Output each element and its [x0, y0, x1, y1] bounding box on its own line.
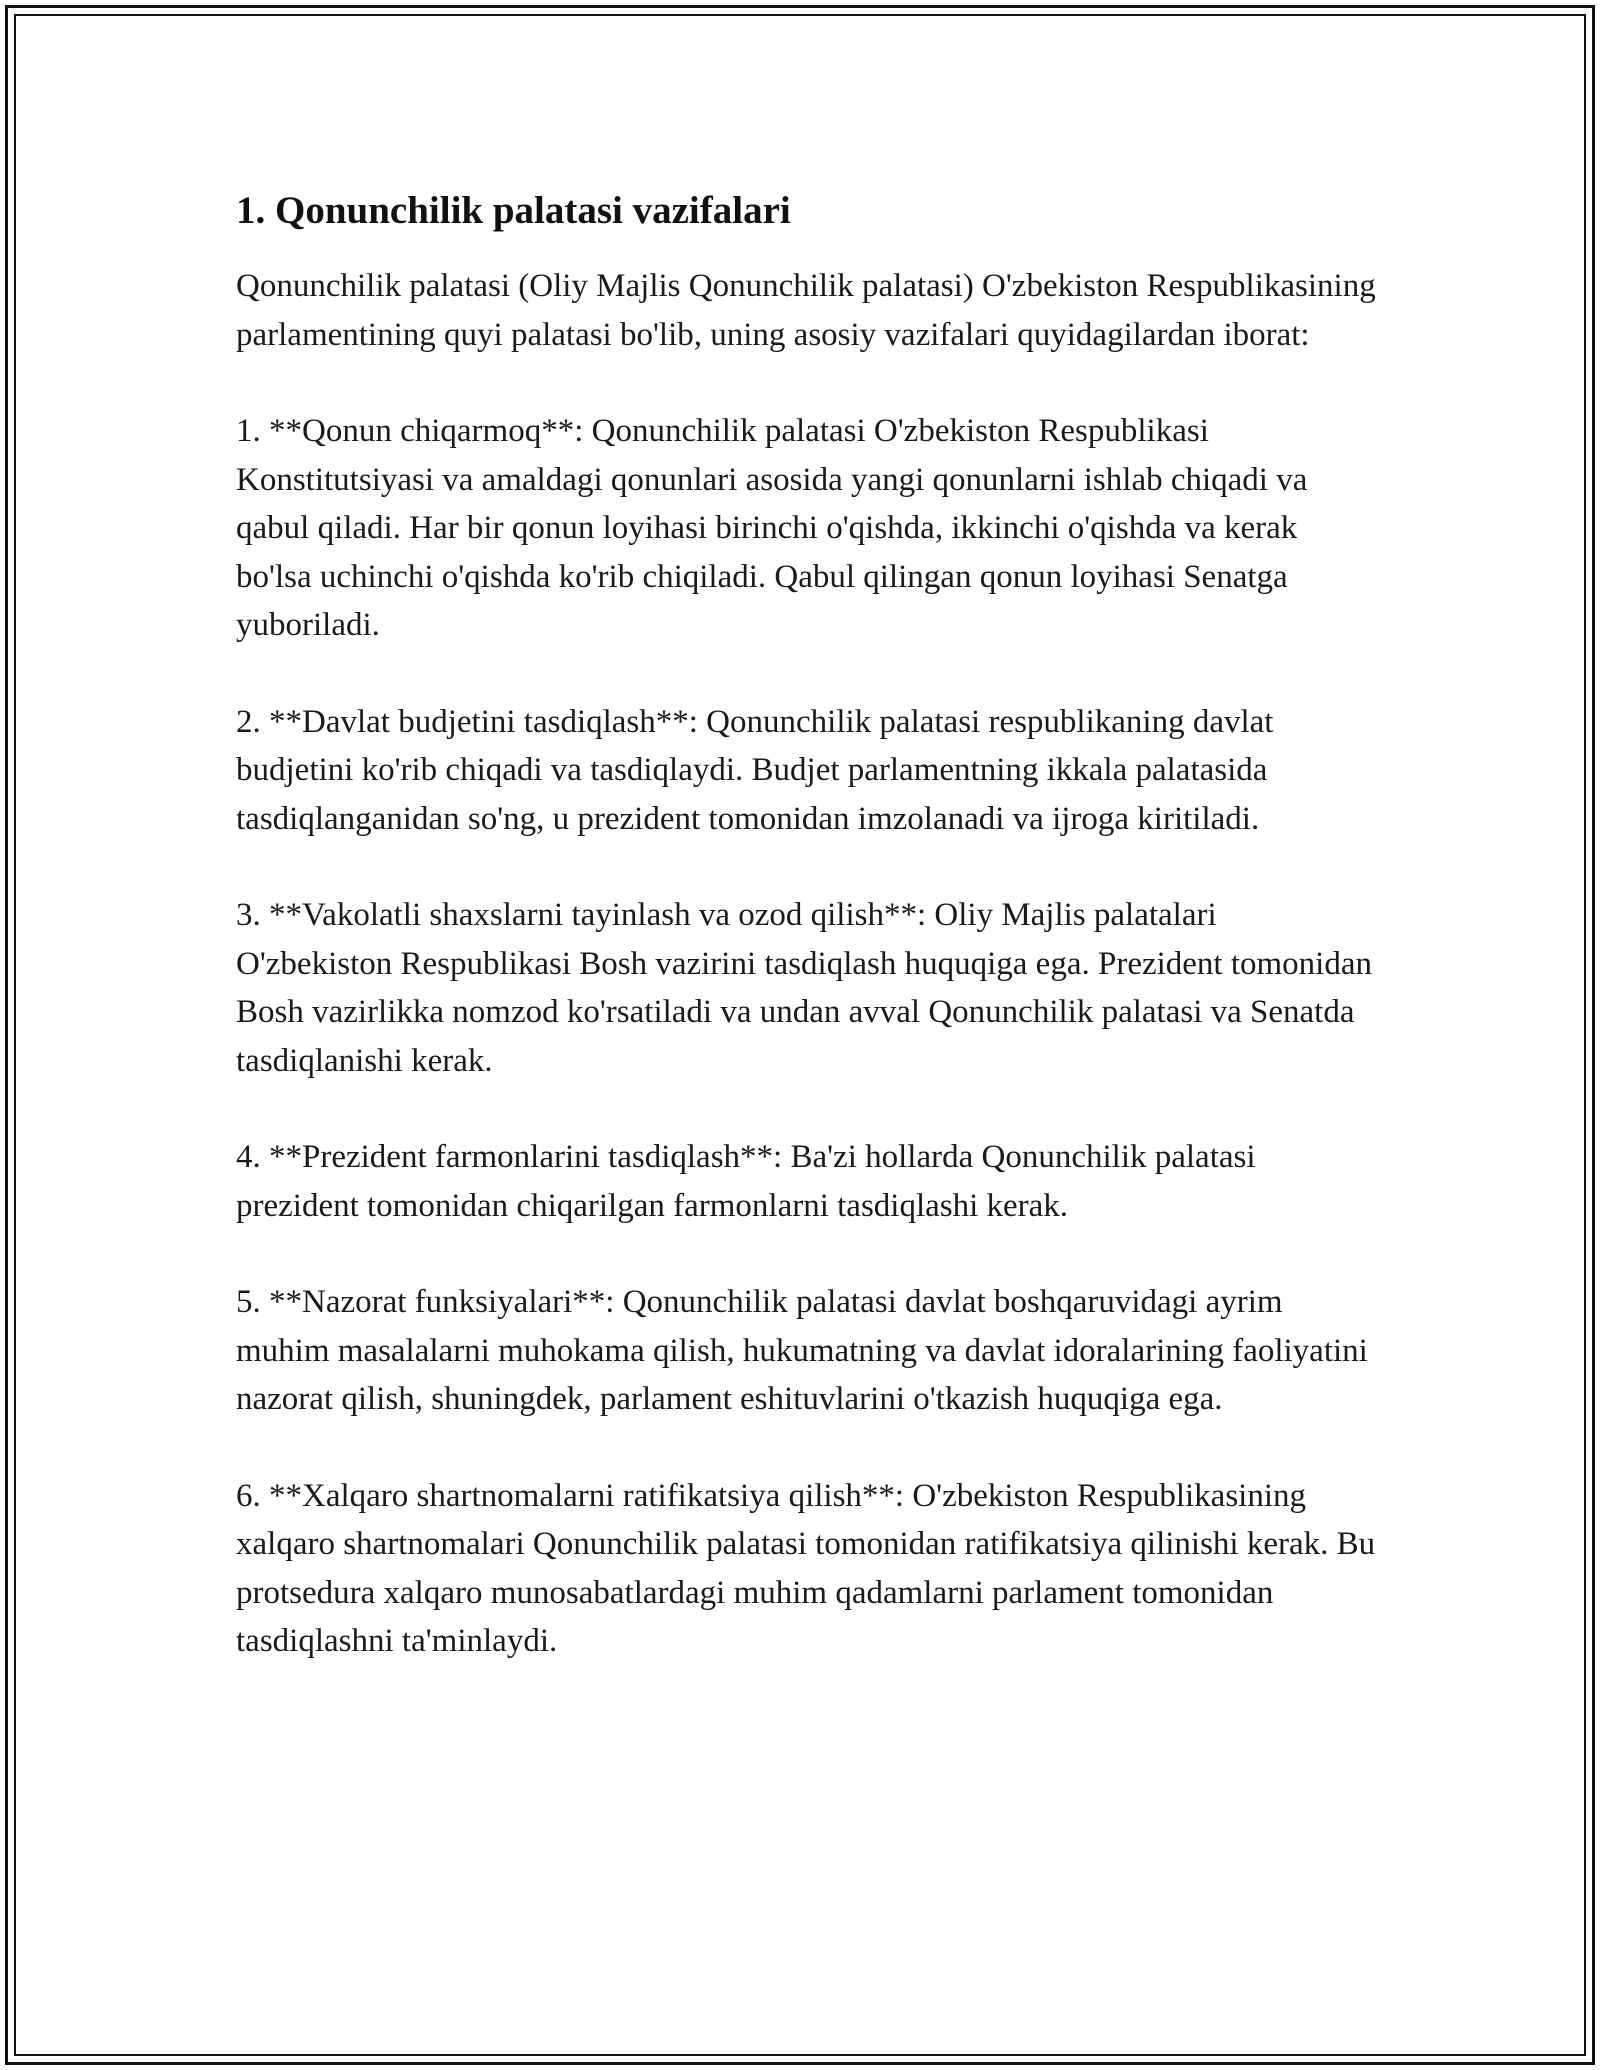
intro-paragraph: Qonunchilik palatasi (Oliy Majlis Qonunchilik palatasi) O'zbekiston Respublikasining parlamentining quyi palatasi bo'lib, uning asosiy vazifalari quyidagilardan iborat:: [236, 268, 1376, 353]
list-item-5: 5. **Nazorat funksiyalari**: Qonunchilik palatasi davlat boshqaruvidagi ayrim muhim masalalarni muhokama qilish, hukumatning va davlat idoralarining faoliyatini nazorat qilish, shuningdek, parlament eshituvlarini o'tkazish huquqiga ega.: [236, 1284, 1368, 1417]
list-item-6: 6. **Xalqaro shartnomalarni ratifikatsiya qilish**: O'zbekiston Respublikasining xalqaro shartnomalari Qonunchilik palatasi tomonidan ratifikatsiya qilinishi kerak. Bu protsedura xalqaro munosabatlardagi muhim qadamlarni parlament tomonidan tasdiqlashni ta'minlaydi.: [236, 1477, 1376, 1659]
list-item-2: 2. **Davlat budjetini tasdiqlash**: Qonunchilik palatasi respublikaning davlat budjetini ko'rib chiqadi va tasdiqlaydi. Budjet parlamentning ikkala palatasida tasdiqlanganidan so'ng, u prezident tomonidan imzolanadi va ijroga kiritiladi.: [236, 703, 1274, 837]
list-item-1: 1. **Qonun chiqarmoq**: Qonunchilik palatasi O'zbekiston Respublikasi Konstitutsiyasi va amaldagi qonunlari asosida yangi qonunlarni ishlab chiqadi va qabul qiladi. Har bir qonun loyihasi birinchi o'qishda, ikkinchi o'qishda va kerak bo'lsa uchinchi o'qishda ko'rib chiqiladi. Qabul qilingan qonun loyihasi Senatga yuboriladi.: [236, 413, 1308, 643]
document-body: [236, 186, 1376, 1714]
section-heading: 1. Qonunchilik palatasi vazifalari: [236, 189, 791, 232]
list-item-4: 4. **Prezident farmonlarini tasdiqlash**: Ba'zi hollarda Qonunchilik palatasi prezident tomonidan chiqarilgan farmonlarni tasdiqlashi kerak.: [236, 1139, 1256, 1224]
list-item-3: 3. **Vakolatli shaxslarni tayinlash va ozod qilish**: Oliy Majlis palatalari O'zbekiston Respublikasi Bosh vazirini tasdiqlash huquqiga ega. Prezident tomonidan Bosh vazirlikka nomzod ko'rsatiladi va undan avval Qonunchilik palatasi va Senatda tasdiqlanishi kerak.: [236, 897, 1373, 1079]
